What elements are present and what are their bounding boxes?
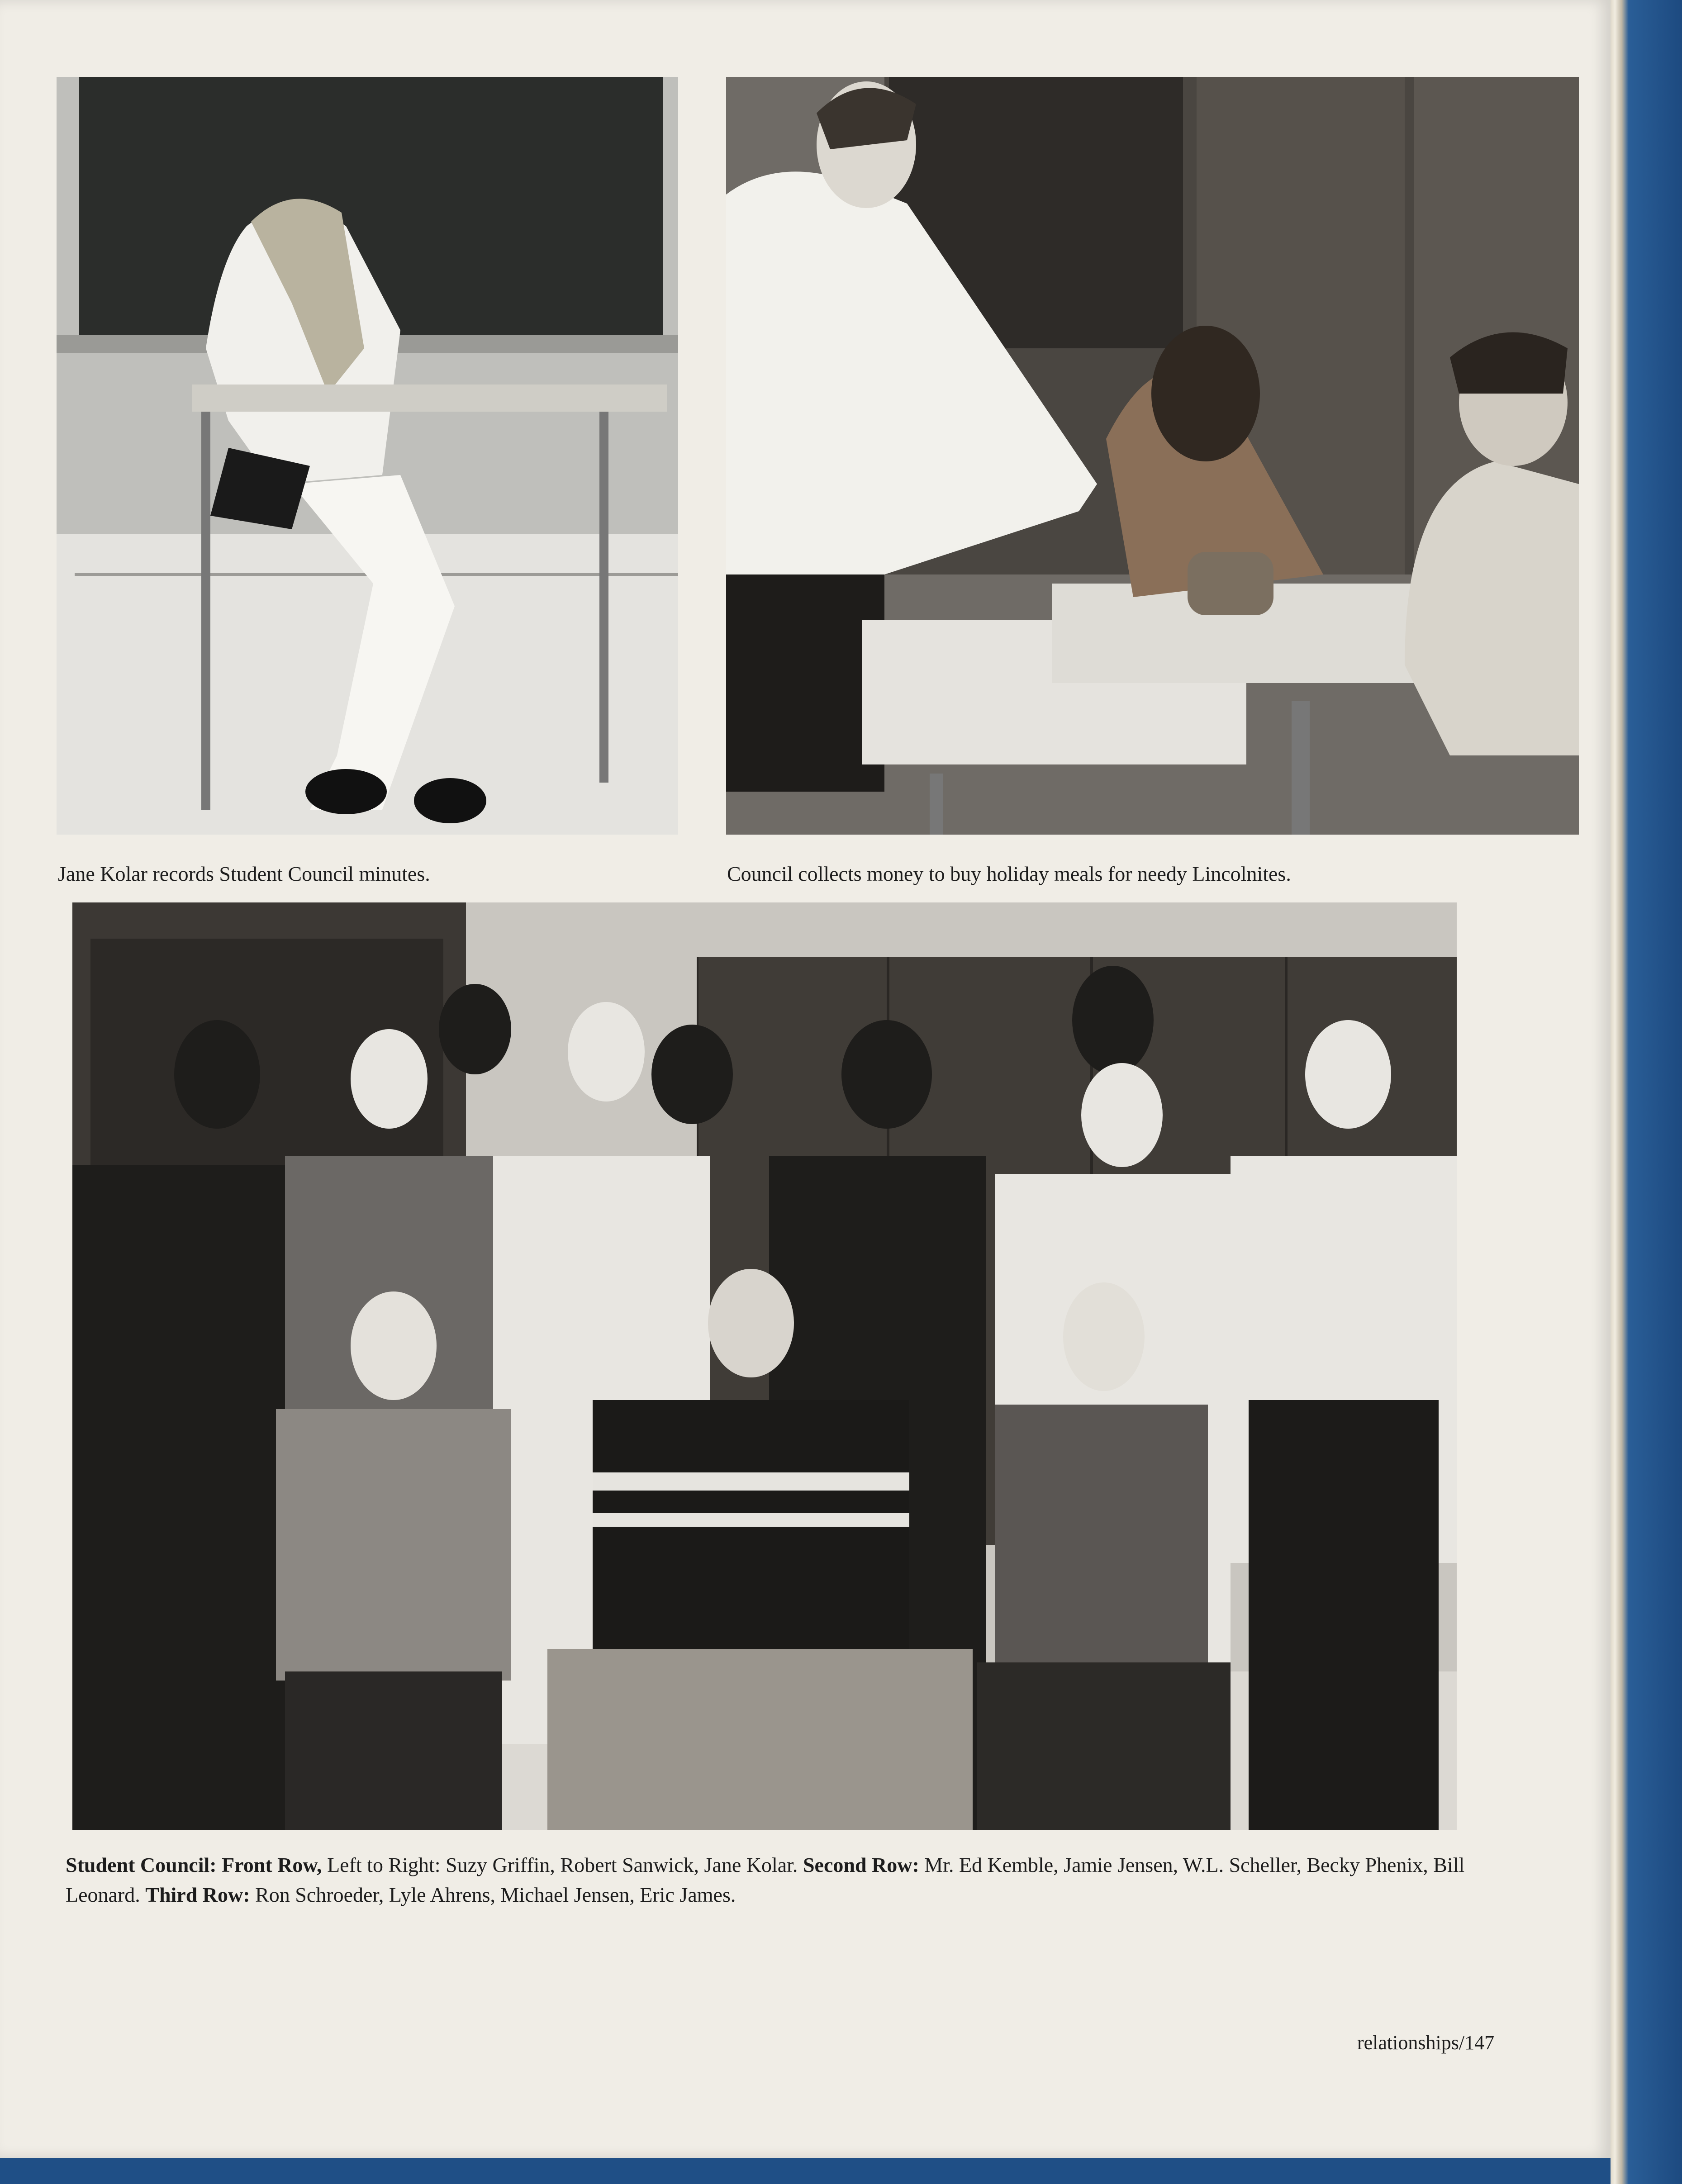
photo-student-council-group-image — [72, 902, 1457, 1830]
page-number-folio: relationships/147 — [1357, 2032, 1495, 2054]
book-bottom-edge — [0, 2158, 1611, 2184]
caption-second-row-heading: Second Row: — [803, 1853, 919, 1876]
photo-council-collecting-money — [726, 77, 1579, 835]
caption-front-row-names: Left to Right: Suzy Griffin, Robert Sanwick, Jane Kolar. — [322, 1853, 803, 1876]
photo-student-council-group — [72, 902, 1457, 1830]
caption-council-collecting-money: Council collects money to buy holiday meals for needy Lincolnites. — [727, 862, 1291, 885]
caption-student-writing-minutes: Jane Kolar records Student Council minutes. — [58, 862, 430, 885]
photo-student-writing-minutes-image — [57, 77, 678, 835]
caption-third-row-names: Ron Schroeder, Lyle Ahrens, Michael Jensen, Eric James. — [250, 1883, 736, 1906]
photo-council-collecting-money-image — [726, 77, 1579, 835]
caption-front-row-heading: Student Council: Front Row, — [66, 1853, 322, 1876]
photo-student-writing-minutes — [57, 77, 678, 835]
caption-third-row-heading: Third Row: — [145, 1883, 250, 1906]
caption-student-council-group — [66, 1850, 1468, 1910]
caption-second-row-names: Mr. Ed Kemble, Jamie Jensen, W.L. Scheller, Becky Phenix, Bill Leonard. — [66, 1853, 1465, 1906]
